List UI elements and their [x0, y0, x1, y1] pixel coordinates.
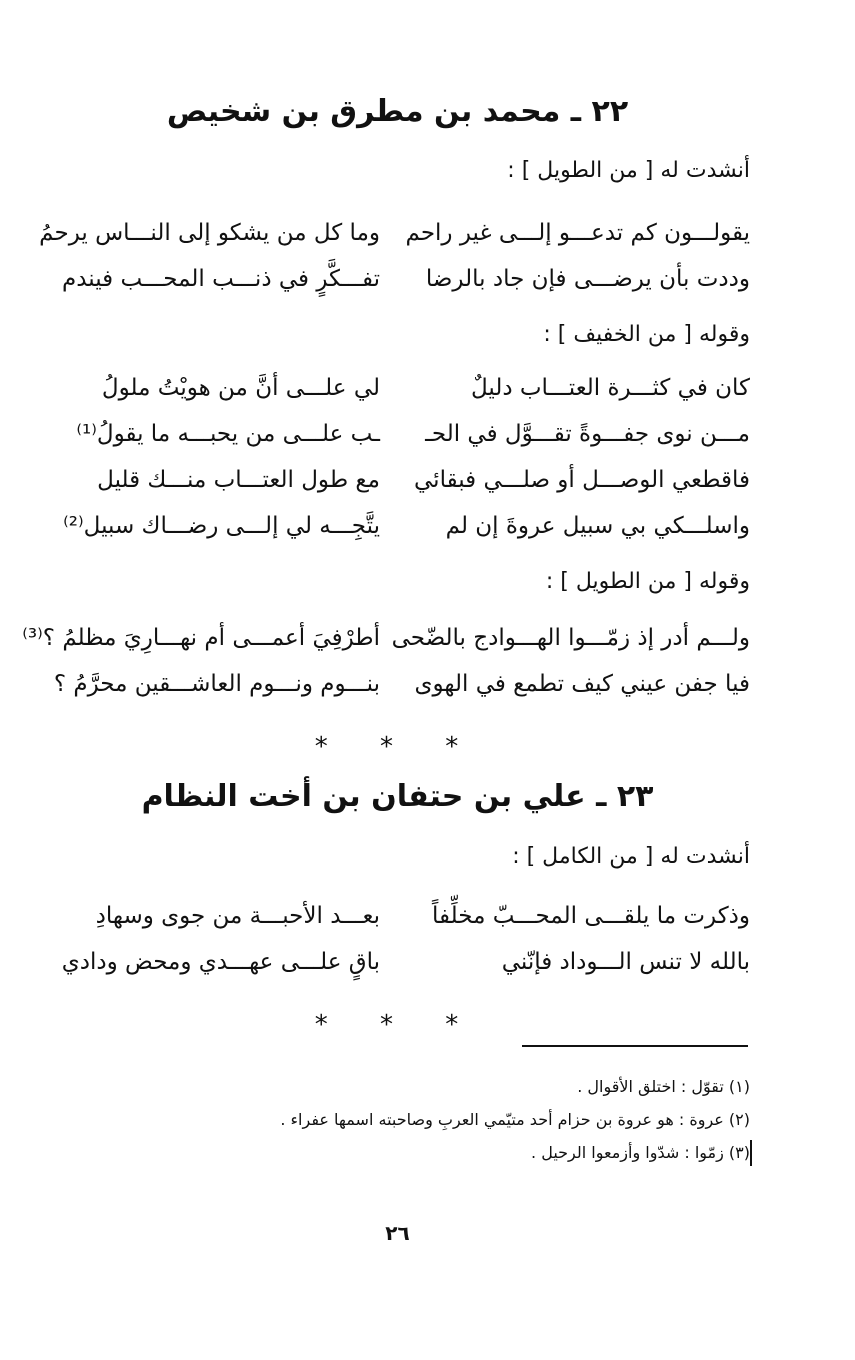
- verse: [45, 365, 750, 411]
- first-hemistich: ولـــم أدر إذ زمّـــوا الهـــوادج بالضّحى: [391, 625, 750, 651]
- page-number: ٢٦: [385, 1221, 410, 1245]
- second-hemistich: أطرْفِيَ أعمـــى أم نهـــارِيَ مظلمُ ؟⁽³⁾: [22, 625, 380, 651]
- first-hemistich: فاقطعي الوصـــل أو صلـــي فبقائي: [414, 467, 750, 493]
- section-22-intro-2: وقوله [ من الخفيف ] :: [543, 322, 750, 347]
- section-22-intro: أنشدت له [ من الطويل ] :: [507, 158, 750, 183]
- first-hemistich: واسلـــكي بي سبيل عروةَ إن لم: [445, 513, 750, 539]
- margin-bar: [750, 1140, 752, 1166]
- second-hemistich: باقٍ علـــى عهـــدي ومحض ودادي: [61, 949, 380, 975]
- section-separator: * * *: [314, 1010, 481, 1040]
- poem-4: [45, 893, 750, 985]
- section-23-title: ٢٣ ـ علي بن حتفان بن أخت النظام: [141, 779, 654, 814]
- footnote: (١) تقوّل : اختلق الأقوال .: [577, 1077, 750, 1096]
- section-separator: * * *: [314, 732, 481, 762]
- section-22-intro-3: وقوله [ من الطويل ] :: [545, 569, 750, 594]
- verse: [45, 457, 750, 503]
- verse: [45, 939, 750, 985]
- verse: [45, 411, 750, 457]
- second-hemistich: يتَّجِـــه لي إلـــى رضـــاك سبيل⁽²⁾: [63, 513, 380, 539]
- poem-2: [45, 365, 750, 549]
- first-hemistich: وددت بأن يرضـــى فإن جاد بالرضا: [425, 266, 750, 292]
- second-hemistich: وما كل من يشكو إلى النـــاس يرحمُ: [39, 220, 380, 246]
- second-hemistich: بعـــد الأحبـــة من جوى وسهادِ: [95, 903, 380, 929]
- first-hemistich: مـــن نوى جفـــوةً تقـــوَّل في الحـ: [425, 421, 750, 447]
- footnotes: [50, 1070, 750, 1169]
- verse: [39, 210, 750, 256]
- second-hemistich: لي علـــى أنَّ من هويْتُ ملولُ: [101, 375, 380, 401]
- first-hemistich: بالله لا تنس الـــوداد فإنّني: [501, 949, 750, 975]
- verse: [45, 893, 750, 939]
- verse: [45, 503, 750, 549]
- second-hemistich: مع طول العتـــاب منـــك قليل: [97, 467, 380, 493]
- footnote-rule: [522, 1045, 748, 1047]
- poem-3: [22, 615, 750, 707]
- first-hemistich: فيا جفن عيني كيف تطمع في الهوى: [414, 671, 750, 697]
- second-hemistich: تفـــكَّرٍ في ذنـــب المحـــب فيندم: [61, 266, 380, 292]
- second-hemistich: ـب علـــى من يحبـــه ما يقولُ⁽¹⁾: [76, 421, 380, 447]
- section-23-intro: أنشدت له [ من الكامل ] :: [512, 844, 750, 869]
- first-hemistich: وذكرت ما يلقـــى المحـــبّ مخلِّفاً: [431, 903, 750, 929]
- verse: [45, 661, 750, 707]
- section-22-title: ٢٢ ـ محمد بن مطرق بن شخيص: [166, 94, 629, 129]
- footnote: (٢) عروة : هو عروة بن حزام أحد متيّمي العربِ وصاحبته اسمها عفراء .: [280, 1110, 750, 1129]
- footnote: (٣) زمّوا : شدّوا وأزمعوا الرحيل .: [531, 1143, 750, 1162]
- verse: [45, 256, 750, 302]
- first-hemistich: كان في كثـــرة العتـــاب دليلٌ: [470, 375, 750, 401]
- poem-1: [39, 210, 750, 302]
- second-hemistich: بنـــوم ونـــوم العاشـــقين محرَّمُ ؟: [53, 671, 380, 697]
- verse: [22, 615, 750, 661]
- first-hemistich: يقولـــون كم تدعـــو إلـــى غير راحم: [405, 220, 750, 246]
